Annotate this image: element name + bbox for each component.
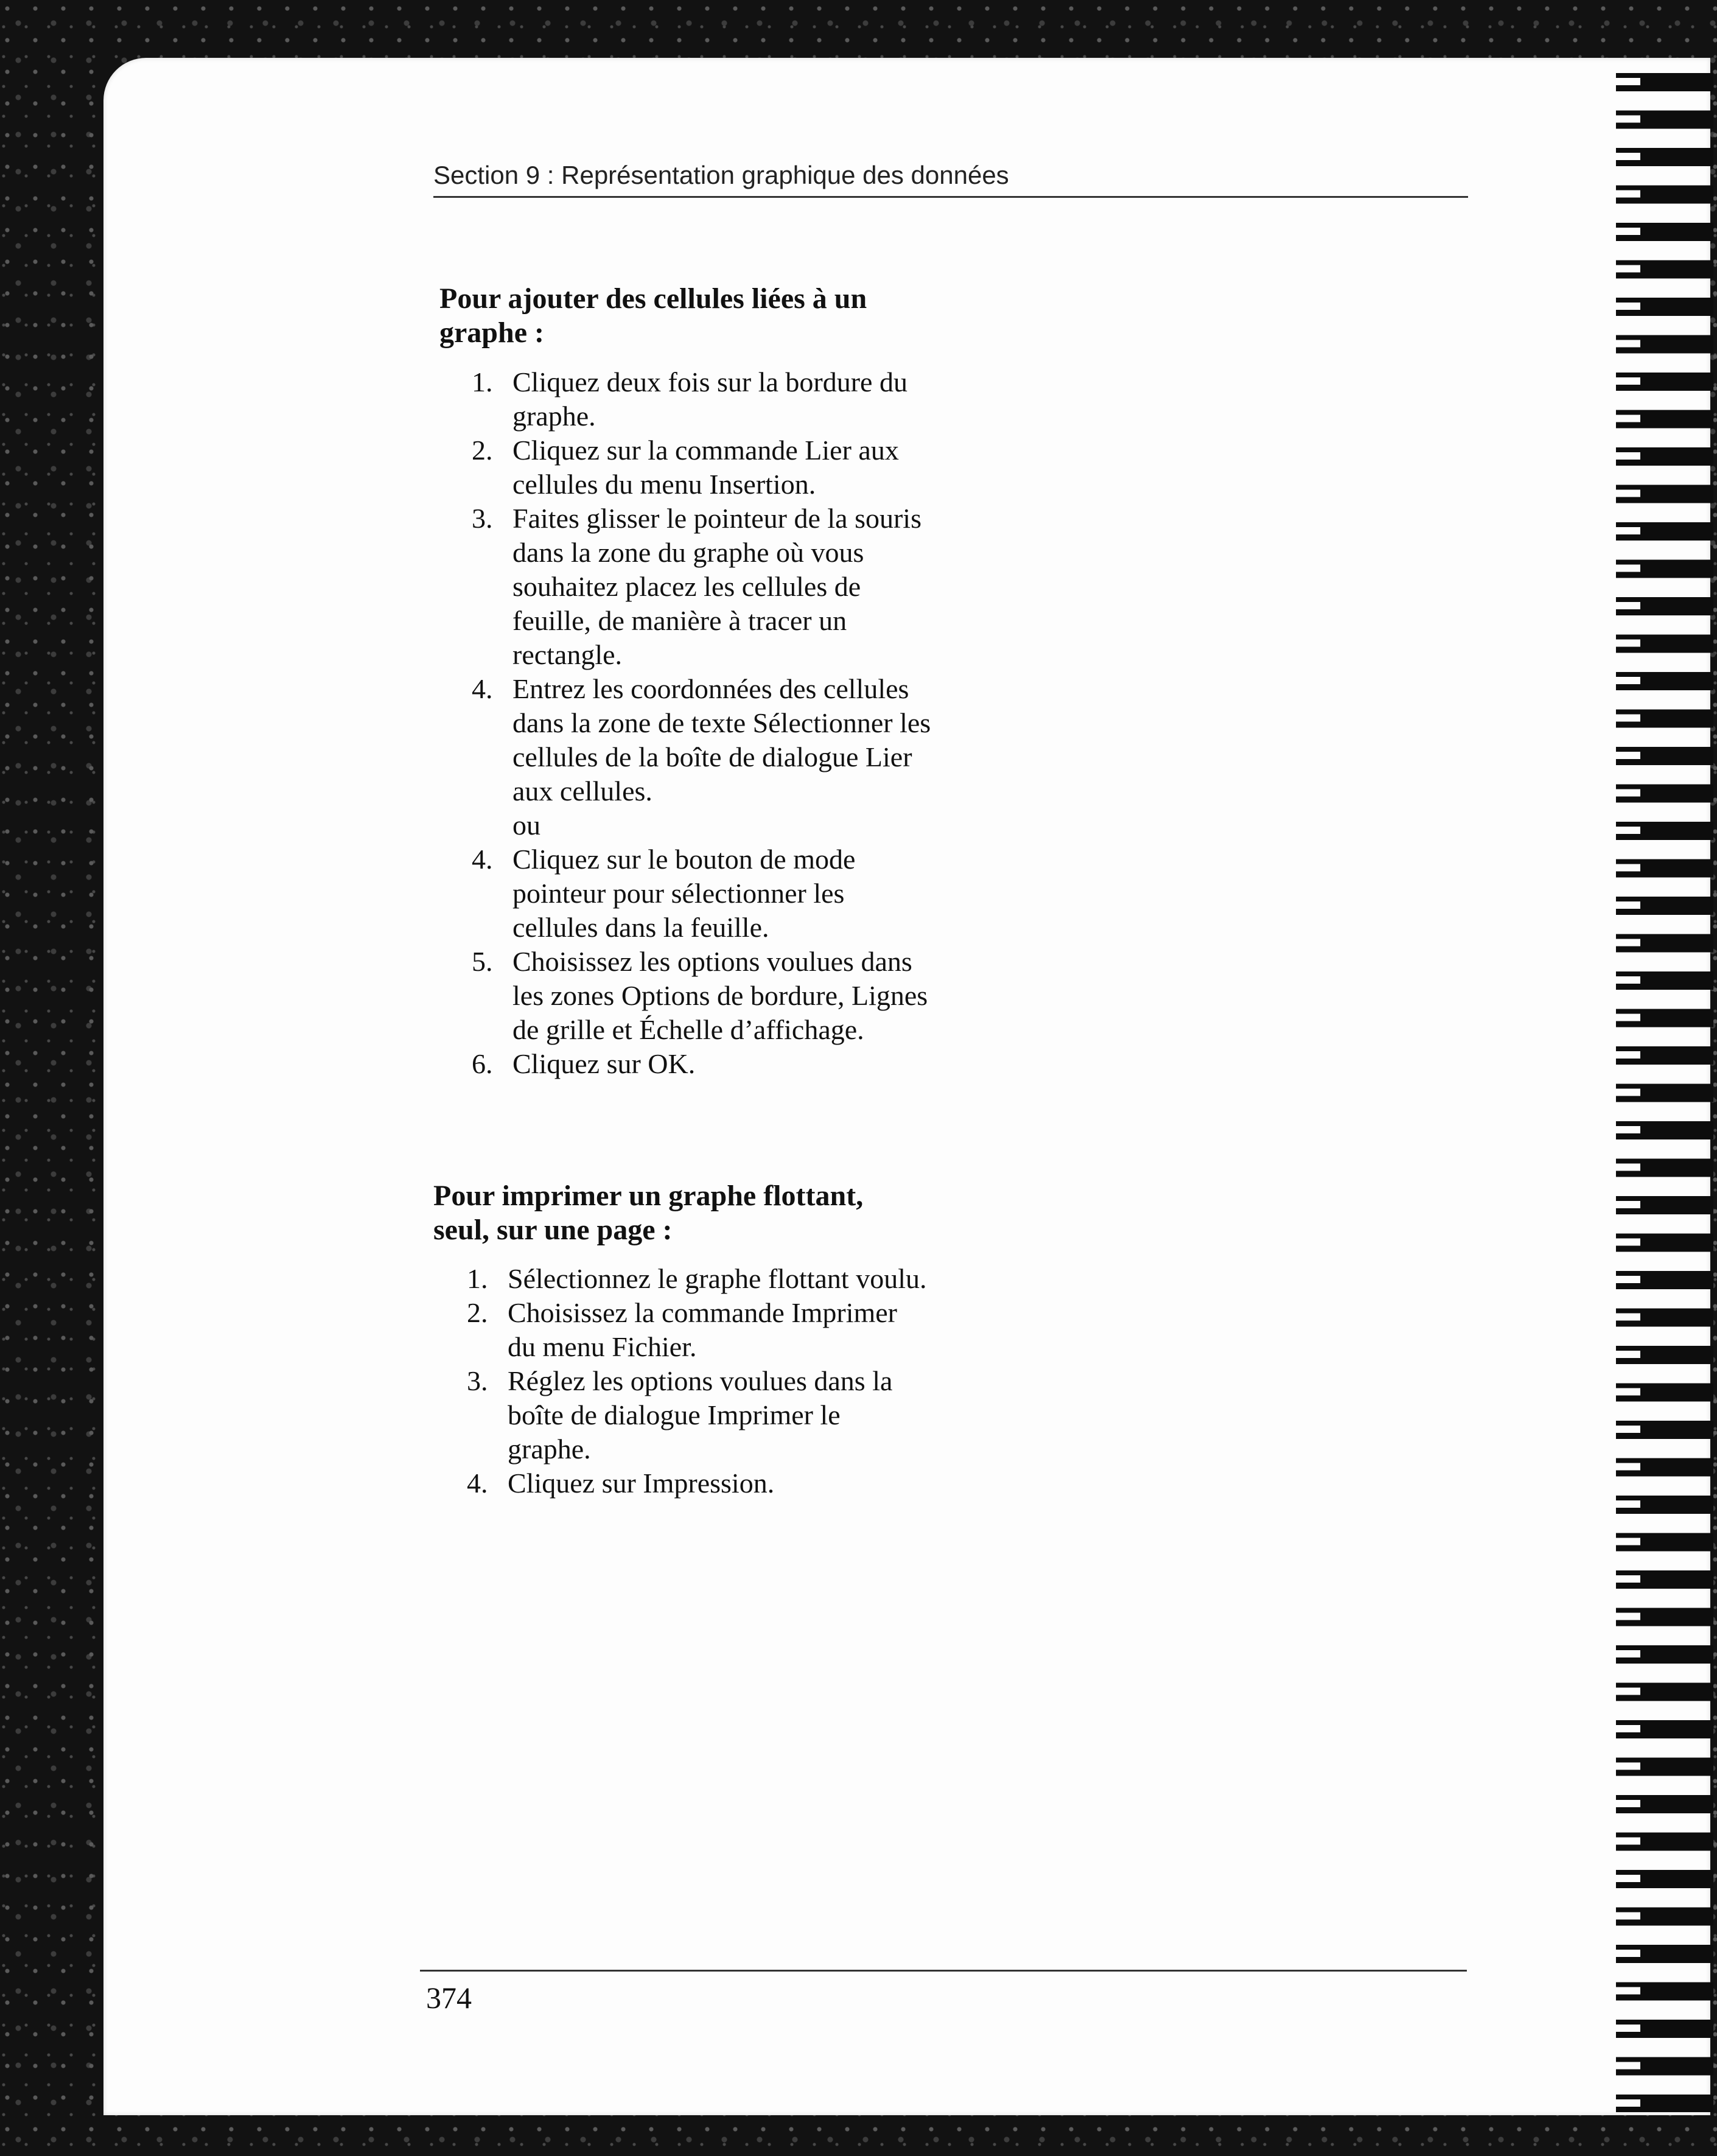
step-number: 2. [472,435,493,466]
section-title: Pour ajouter des cellules liées à un graphe : [439,282,867,349]
step-text: Choisissez la commande Imprimer du menu Fichier. [508,1297,898,1362]
list-item [472,365,934,433]
list-item [472,842,934,945]
step-number: 2. [467,1297,488,1328]
header-rule [433,196,1468,198]
step-number: 5. [472,946,493,977]
step-text: Cliquez sur Impression. [508,1468,775,1499]
steps-list [467,1262,929,1500]
steps-list [472,365,934,1081]
step-text: Entrez les coordonnées des cellules dans la zone de texte Sélectionner les cellules de la boîte de dialogue Lier aux cellules. [512,673,931,807]
running-header: Section 9 : Représentation graphique des données [433,161,1009,189]
footer-rule [420,1970,1467,1972]
list-item [472,945,934,1047]
step-text: Choisissez les options voulues dans les zones Options de bordure, Lignes de grille et Échelle d’affichage. [512,946,928,1045]
step-number: 4. [472,673,493,704]
step-number: 1. [467,1263,488,1294]
step-text: Faites glisser le pointeur de la souris dans la zone du graphe où vous souhaitez placez les cellules de feuille, de manière à tracer un rectangle. [512,503,921,670]
list-item [467,1262,929,1296]
list-item [472,672,934,808]
section-title: Pour imprimer un graphe flottant, seul, sur une page : [433,1180,864,1246]
step-text: Cliquez sur OK. [512,1048,696,1079]
step-number: 4. [467,1468,488,1499]
step-number: 4. [472,844,493,875]
list-item [472,1047,934,1081]
step-number: 1. [472,366,493,397]
list-item [472,502,934,672]
step-text: Réglez les options voulues dans la boîte de dialogue Imprimer le graphe. [508,1365,893,1465]
list-item-alternative [472,808,934,842]
step-text: Sélectionnez le graphe flottant voulu. [508,1263,927,1294]
list-item [472,433,934,502]
spiral-binding [1616,67,1713,2112]
step-number: 3. [467,1365,488,1396]
step-text: Cliquez sur le bouton de mode pointeur pour sélectionner les cellules dans la feuille. [512,844,856,943]
step-text: Cliquez deux fois sur la bordure du graphe. [512,366,907,432]
list-item [467,1364,929,1466]
step-number: 3. [472,503,493,534]
step-text: Cliquez sur la commande Lier aux cellules du menu Insertion. [512,435,899,500]
step-text: ou [512,810,540,841]
step-number: 6. [472,1048,493,1079]
page-number: 374 [426,1981,472,2015]
list-item [467,1466,929,1500]
list-item [467,1296,929,1364]
